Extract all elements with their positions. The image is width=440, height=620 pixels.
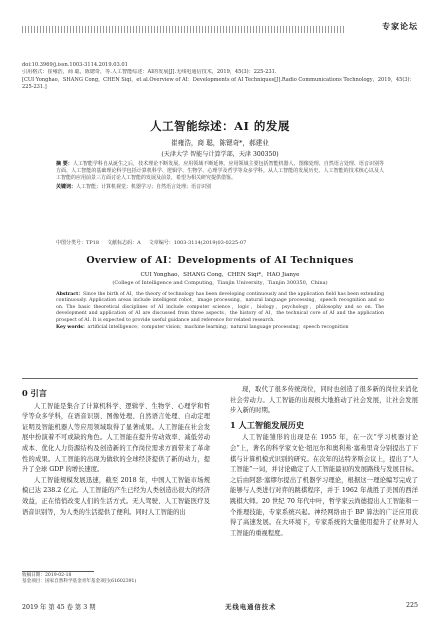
abstract-cn-label: 摘 要： — [56, 161, 73, 167]
header-stripe-decoration — [22, 26, 344, 33]
paper-title-en: Overview of AI：Developments of AI Techniques — [86, 255, 354, 266]
article-number: 文章编号：1003-3114(2019)03-0225-07 — [148, 240, 247, 246]
section-divider — [22, 378, 418, 379]
document-code: 文献标志码：A — [107, 240, 141, 246]
keywords-cn-label: 关键词： — [56, 183, 77, 190]
abstract-cn — [56, 161, 384, 191]
abstract-en — [56, 292, 384, 331]
body-column-right — [230, 385, 418, 539]
paragraph: 人工智能是集合了计算机科学、逻辑学、生物学、心理学和哲学等众多学科，在语音识别、图像处理、自然语言处理、自动定理证明及智能机器人等应用领域取得了显著成果。人工智能在社会发展中扮演着不可或缺的角色。人工智能在提升劳动效率、减低劳动成本、优化人力资源结构及创造新的工作岗位需求方面带来了革命性的成果。人工智能的出现为做软的全球经济提供了新的动力，提升了全球 GDP 的增长速度。 — [22, 402, 210, 474]
body-column-left — [22, 385, 210, 518]
affiliation-en: (College of Intelligence and Computing，Tianjin University，Tianjin 300350，China) — [112, 280, 328, 286]
classification-row — [56, 239, 384, 246]
section-heading-intro: 0 引言 — [22, 388, 47, 398]
journal-name: 无线电通信技术 — [225, 604, 277, 611]
affiliation-cn: (天津大学 智能与计算学部，天津 300350) — [161, 151, 279, 158]
clc-number: 中图分类号：TP18 — [56, 240, 100, 246]
citation-meta — [22, 62, 418, 92]
footnote-divider — [22, 571, 94, 572]
paper-title-cn: 人工智能综述：AI 的发展 — [150, 119, 290, 133]
paragraph: 人工智能雏形的出现是在 1955 年，在一次“学习机器讨论会”上，著名的科学家文伦·纽厄尔和奥利弗·塞弗里奇分别提出了下棋与计算机模式识别的研究。在次年的达特茅斯会议上，提出了“人工智能”一词，并讨论确定了人工智能最初的发展路线与发展目标。之后由阿瑟·塞缪尔提出了机器学习理论，根据这一理论编写完成了能够与人类进行对弈的跳棋程序，并于 1962 年战胜了美国的西洋跳棋大师。20 世纪 70 年代中叶，哲学家云尚德提出人工智能和一个推理技能，专家系统兴起。神经网络由于 BP 算法的广泛应用获得了高速发展。在大环境下，专家系统的大量使用提升了业界对人工智能的重视程度。 — [230, 434, 418, 537]
fund-info: 基金项目：国家自然科学基金青年基金项目(61602391) — [22, 579, 137, 585]
received-date: 收稿日期：2019-02-18 — [22, 573, 72, 578]
abstract-en-text: Since the birth of AI，the theory of technology has been developing continuously and the application field has been extending continuously. Application areas include intelligent robot，image processing，natural language processing，speech recognition and so on. The basic theoretical disciplines of AI include computer science，logic，biology，psychology，philosophy and so on. The development and application of AI are discussed from three aspects，the history of AI，the technical core of AI and the application prospect of AI. It is expected to provide useful guidance and reference for related research. — [56, 292, 384, 323]
keywords-cn-text: 人工智能；计算机视觉；机器学习；自然语言处理；语音识别 — [76, 183, 212, 190]
page-number: 225 — [405, 602, 418, 609]
paragraph: 人工智能规模发展迅速，截至 2018 年，中国人工智能市场规模已达 238.2 亿元。人工智能的产生已经为人类创造出很大的经济效益，正在悄悄改变人们的生活方式。无人驾驶、人工智能医疗及语音识别等，为人类的生活提供了便利。同时人工智能的出 — [22, 476, 210, 516]
paragraph: 现，取代了很多传统岗位，同时也创造了很多新的岗位来消化社会劳动力。人工智能的出现极大地推动了社会发展，让社会发展步入新的时期。 — [230, 386, 418, 415]
column-name: 专家论坛 — [382, 21, 418, 31]
doi: doi:10.3969/j.issn.1003-3114.2019.03.01 — [22, 62, 128, 68]
section-heading-history: 1 人工智能发展历史 — [230, 419, 305, 430]
authors-cn: 崔雍浩，商 聪，陈锶奇*，郝建业 — [171, 139, 269, 147]
keywords-en-text: artificial intelligence；computer vision；machine learning；natural language processing；speech recognition — [87, 325, 349, 331]
citation-en: [CUI Yonghao，SHANG Cong，CHEN Siqi，et al.Overview of AI：Developments of AI Techniques[J].Radio Communications Technology，2019，45(3)：225-231.] — [22, 76, 415, 91]
journal-header — [22, 12, 418, 52]
keywords-en-label: Key words： — [56, 325, 88, 331]
authors-en: CUI Yonghao，SHANG Cong，CHEN Siqi*，HAO Jianye — [140, 272, 300, 278]
issue-info: 2019 年 第 45 卷 第 3 期 — [22, 604, 96, 611]
citation-cn: 引用格式：崔雍浩，商 聪，陈锶奇，等.人工智能综述：AI的发展[J].无线电通信技术，2019，45(3)：225-231. — [22, 69, 277, 76]
abstract-en-label: Abstract： — [56, 292, 83, 297]
abstract-cn-text: 人工智能学科自从诞生之后，技术理论不断发展，应用领域不断延伸。应用领域主要包括智能机器人、图像处理、自然语言处理、语音识别等方面，人工智能的基础理论科学包括计算机科学、逻辑学、生物学、心理学及哲学等众多学科。从人工智能的发展历史、人工智能的技术核心以及人工智能的应用前景三方面讨论人工智能的发展及前景，希望为相关研究提供借鉴。 — [56, 161, 384, 182]
footnote — [22, 573, 222, 586]
page-footer — [22, 602, 418, 611]
